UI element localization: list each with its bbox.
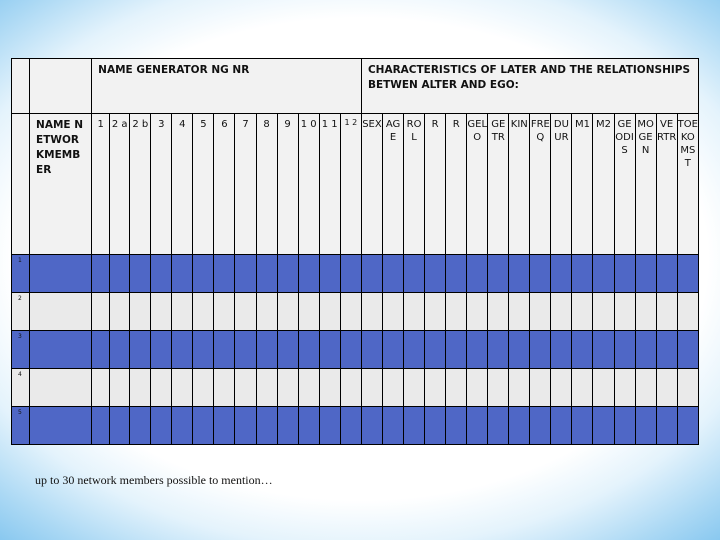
table-cell: [235, 293, 256, 331]
table-cell: [572, 331, 593, 369]
table-cell: [361, 369, 382, 407]
ng-column-header: [193, 114, 214, 255]
table-cell: [488, 407, 509, 445]
table-cell: [614, 255, 635, 293]
ng-column-label: 8: [263, 119, 270, 130]
table-cell: [298, 293, 319, 331]
table-cell: [446, 369, 467, 407]
table-cell: [656, 255, 677, 293]
table-cell: [425, 407, 446, 445]
table-cell: [404, 331, 425, 369]
table-cell: [530, 407, 551, 445]
table-row: [12, 255, 699, 293]
ng-column-label: 6: [221, 119, 228, 130]
table-cell: [656, 369, 677, 407]
table-cell: [635, 255, 656, 293]
table-cell: [383, 331, 404, 369]
section-header-row: [12, 59, 699, 114]
table-cell: [614, 369, 635, 407]
table-cell: [214, 293, 235, 331]
table-cell: [446, 255, 467, 293]
name-generator-header: NAME GENERATOR NG NR: [92, 59, 362, 114]
characteristic-column-header: [635, 114, 656, 255]
table-cell: [551, 407, 572, 445]
ng-column-header: [130, 114, 151, 255]
characteristic-column-label: TOEKOMST: [677, 119, 698, 169]
row-number: 1: [12, 255, 30, 293]
table-cell: [530, 293, 551, 331]
table-cell: [110, 255, 130, 293]
table-cell: [151, 293, 172, 331]
table-cell: [277, 407, 298, 445]
table-cell: [340, 331, 361, 369]
table-cell: [635, 369, 656, 407]
table-cell: [172, 293, 193, 331]
table-cell: [677, 293, 698, 331]
table-cell: [130, 293, 151, 331]
table-cell: [151, 407, 172, 445]
table-cell: [404, 407, 425, 445]
characteristic-column-header: [614, 114, 635, 255]
table-cell: [656, 407, 677, 445]
table-cell: [467, 255, 488, 293]
table-cell: [593, 331, 614, 369]
table-cell: [383, 255, 404, 293]
table-cell: [256, 293, 277, 331]
table-cell: [425, 255, 446, 293]
table-cell: [92, 369, 110, 407]
footnote-text: up to 30 network members possible to mention…: [35, 473, 273, 487]
table-cell: [383, 369, 404, 407]
table-cell: [30, 255, 92, 293]
table-cell: [130, 369, 151, 407]
table-cell: [130, 331, 151, 369]
characteristics-header: CHARACTERISTICS OF LATER AND THE RELATIONSHIPS BETWEN ALTER AND EGO:: [361, 59, 698, 114]
table-cell: [256, 369, 277, 407]
characteristic-column-label: VERTR: [656, 119, 677, 143]
network-data-table: [11, 58, 699, 445]
ng-column-header: [172, 114, 193, 255]
table-row: [12, 293, 699, 331]
table-cell: [92, 255, 110, 293]
table-cell: [235, 407, 256, 445]
row-number: 2: [12, 293, 30, 331]
table-row: [12, 331, 699, 369]
table-cell: [193, 369, 214, 407]
table-cell: [446, 331, 467, 369]
table-cell: [214, 331, 235, 369]
table-cell: [593, 293, 614, 331]
table-cell: [677, 255, 698, 293]
table-cell: [509, 407, 530, 445]
table-cell: [614, 331, 635, 369]
ng-column-label: 1 1: [321, 119, 338, 130]
ng-column-header: [151, 114, 172, 255]
table-cell: [277, 293, 298, 331]
table-cell: [593, 255, 614, 293]
table-cell: [193, 407, 214, 445]
table-cell: [635, 293, 656, 331]
table-cell: [214, 407, 235, 445]
table-cell: [256, 331, 277, 369]
table-cell: [256, 255, 277, 293]
table-cell: [383, 407, 404, 445]
table-cell: [530, 369, 551, 407]
table-cell: [635, 331, 656, 369]
table-cell: [509, 331, 530, 369]
table-cell: [572, 369, 593, 407]
table-cell: [30, 407, 92, 445]
table-cell: [656, 293, 677, 331]
ng-column-header: [256, 114, 277, 255]
row-number-header-cell: [12, 114, 30, 255]
table-cell: [298, 255, 319, 293]
characteristic-column-header: [509, 114, 530, 255]
table-cell: [235, 369, 256, 407]
ng-column-header: [277, 114, 298, 255]
row-number: 3: [12, 331, 30, 369]
row-number: 5: [12, 407, 30, 445]
table-cell: [92, 407, 110, 445]
characteristic-column-label: R: [452, 119, 460, 130]
table-cell: [361, 407, 382, 445]
table-cell: [488, 331, 509, 369]
table-cell: [214, 369, 235, 407]
table-cell: [235, 331, 256, 369]
table-cell: [151, 255, 172, 293]
table-cell: [30, 369, 92, 407]
characteristic-column-header: [530, 114, 551, 255]
table-cell: [551, 255, 572, 293]
table-cell: [172, 331, 193, 369]
ng-column-label: 7: [242, 119, 249, 130]
ng-column-label: 1: [97, 119, 104, 130]
table-cell: [677, 331, 698, 369]
table-cell: [467, 369, 488, 407]
ng-column-label: 1 2: [344, 118, 358, 127]
table-cell: [340, 255, 361, 293]
table-cell: [509, 293, 530, 331]
table-cell: [509, 369, 530, 407]
table-cell: [551, 331, 572, 369]
characteristic-column-header: [488, 114, 509, 255]
table-cell: [509, 255, 530, 293]
characteristic-column-header: [425, 114, 446, 255]
row-number: 4: [12, 369, 30, 407]
table-cell: [319, 331, 340, 369]
table-cell: [110, 369, 130, 407]
table-cell: [340, 293, 361, 331]
table-cell: [151, 369, 172, 407]
table-cell: [593, 407, 614, 445]
ng-column-label: 2 b: [132, 119, 149, 130]
table-cell: [92, 293, 110, 331]
table-cell: [298, 331, 319, 369]
ng-column-label: 1 0: [300, 119, 317, 130]
ng-column-label: 3: [158, 119, 165, 130]
table-cell: [277, 255, 298, 293]
table-cell: [404, 369, 425, 407]
table-cell: [110, 331, 130, 369]
ng-column-header: [214, 114, 235, 255]
ng-column-header: [92, 114, 110, 255]
characteristic-column-label: MOGEN: [637, 119, 654, 156]
characteristic-column-label: GETR: [491, 119, 506, 143]
table-cell: [635, 407, 656, 445]
table-cell: [319, 407, 340, 445]
table-cell: [425, 331, 446, 369]
table-cell: [256, 407, 277, 445]
table-cell: [277, 331, 298, 369]
table-cell: [172, 369, 193, 407]
table-cell: [319, 369, 340, 407]
table-cell: [130, 407, 151, 445]
table-cell: [404, 293, 425, 331]
characteristic-column-label: M2: [595, 119, 611, 130]
ng-column-header: [235, 114, 256, 255]
table-cell: [298, 369, 319, 407]
table-cell: [214, 255, 235, 293]
table-cell: [277, 369, 298, 407]
ng-column-header: [110, 114, 130, 255]
table-cell: [425, 293, 446, 331]
table-cell: [110, 293, 130, 331]
table-cell: [110, 407, 130, 445]
table-cell: [467, 407, 488, 445]
table-cell: [361, 255, 382, 293]
name-network-member-header: [30, 114, 92, 255]
characteristic-column-header: [551, 114, 572, 255]
table-cell: [30, 293, 92, 331]
table-cell: [572, 407, 593, 445]
column-header-row: [12, 114, 699, 255]
characteristic-column-header: [467, 114, 488, 255]
table-cell: [488, 255, 509, 293]
characteristic-column-header: [404, 114, 425, 255]
table-cell: [677, 407, 698, 445]
table-cell: [530, 331, 551, 369]
characteristic-column-header: [677, 114, 698, 255]
characteristic-column-label: R: [431, 119, 439, 130]
ng-column-label: 5: [200, 119, 207, 130]
table-cell: [551, 369, 572, 407]
table-cell: [383, 293, 404, 331]
ng-column-label: 9: [284, 119, 291, 130]
name-network-member-label: NAME NETWORKMEMBER: [36, 119, 84, 176]
table-row: [12, 369, 699, 407]
table-row: [12, 407, 699, 445]
table-cell: [551, 293, 572, 331]
characteristic-column-label: GEODIS: [615, 119, 634, 156]
table-cell: [361, 293, 382, 331]
table-cell: [172, 407, 193, 445]
characteristic-column-label: AGE: [385, 119, 401, 143]
characteristic-column-label: SEX: [362, 119, 382, 130]
characteristic-column-label: FREQ: [530, 119, 550, 143]
table-cell: [614, 293, 635, 331]
characteristic-column-header: [593, 114, 614, 255]
characteristic-column-header: [572, 114, 593, 255]
table-cell: [319, 293, 340, 331]
table-cell: [572, 255, 593, 293]
table-cell: [151, 331, 172, 369]
ng-column-header: [340, 114, 361, 255]
table-cell: [404, 255, 425, 293]
characteristic-column-header: [656, 114, 677, 255]
table-cell: [193, 293, 214, 331]
table-cell: [572, 293, 593, 331]
table-cell: [467, 293, 488, 331]
ng-column-header: [298, 114, 319, 255]
table-cell: [446, 407, 467, 445]
table-cell: [130, 255, 151, 293]
table-cell: [530, 255, 551, 293]
characteristic-column-header: [383, 114, 404, 255]
table-cell: [614, 407, 635, 445]
table-cell: [425, 369, 446, 407]
table-cell: [340, 369, 361, 407]
table-cell: [656, 331, 677, 369]
corner-cell-2: [30, 59, 92, 114]
table-cell: [319, 255, 340, 293]
characteristic-column-label: ROL: [406, 119, 422, 143]
table-cell: [446, 293, 467, 331]
table-cell: [193, 331, 214, 369]
table-cell: [677, 369, 698, 407]
ng-column-label: 2 a: [111, 119, 128, 130]
table-cell: [467, 331, 488, 369]
characteristic-column-label: M1: [574, 119, 590, 130]
table-cell: [593, 369, 614, 407]
table-cell: [298, 407, 319, 445]
characteristic-column-label: GELO: [467, 119, 488, 143]
characteristic-column-label: KIN: [510, 119, 528, 130]
table-cell: [92, 331, 110, 369]
table-cell: [340, 407, 361, 445]
table-cell: [361, 331, 382, 369]
table-cell: [488, 293, 509, 331]
table-cell: [488, 369, 509, 407]
table-cell: [235, 255, 256, 293]
corner-cell: [12, 59, 30, 114]
table-cell: [30, 331, 92, 369]
table-cell: [193, 255, 214, 293]
characteristic-column-label: DUUR: [553, 119, 569, 143]
ng-column-label: 4: [179, 119, 186, 130]
table-cell: [172, 255, 193, 293]
characteristic-column-header: [446, 114, 467, 255]
characteristic-column-header: [361, 114, 382, 255]
ng-column-header: [319, 114, 340, 255]
